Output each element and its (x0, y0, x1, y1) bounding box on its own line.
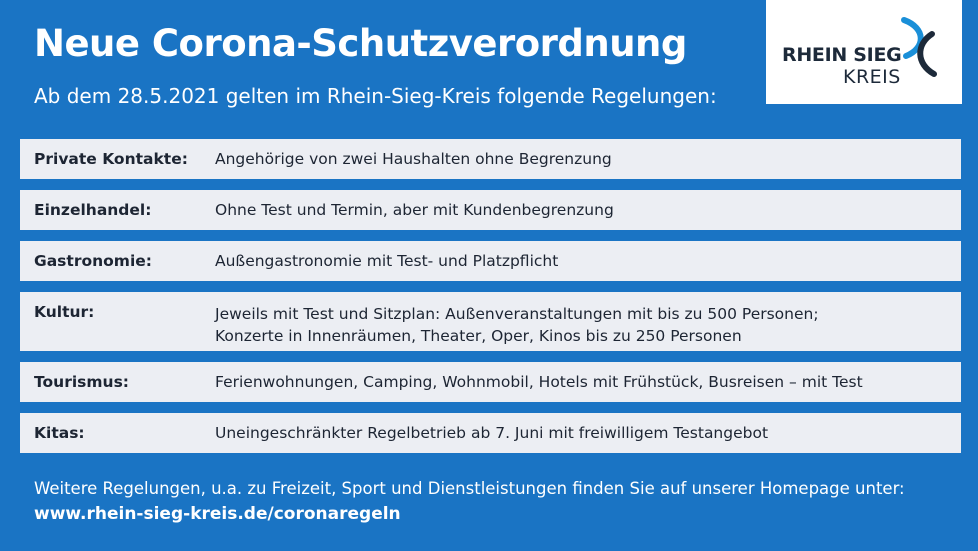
rule-value: Ohne Test und Termin, aber mit Kundenbegrenzung (215, 201, 614, 219)
page-title: Neue Corona-Schutzverordnung (34, 22, 687, 65)
rule-value-line2: Konzerte in Innenräumen, Theater, Oper, Kinos bis zu 250 Personen (215, 327, 742, 345)
footer (34, 479, 905, 524)
rule-value: Außengastronomie mit Test- und Platzpflicht (215, 252, 559, 270)
rules-list (20, 139, 961, 464)
page-subtitle: Ab dem 28.5.2021 gelten im Rhein-Sieg-Kreis folgende Regelungen: (34, 84, 717, 108)
rule-label: Einzelhandel: (34, 201, 152, 219)
rule-row-tourismus (20, 362, 961, 402)
rule-value (215, 303, 819, 347)
rule-label: Gastronomie: (34, 252, 152, 270)
footer-text: Weitere Regelungen, u.a. zu Freizeit, Sport und Dienstleistungen finden Sie auf unserer Homepage unter: (34, 479, 905, 498)
rule-value: Angehörige von zwei Haushalten ohne Begrenzung (215, 150, 612, 168)
rule-value: Uneingeschränkter Regelbetrieb ab 7. Juni mit freiwilligem Testangebot (215, 424, 769, 442)
rule-row-gastronomie (20, 241, 961, 281)
logo-mark-icon (896, 14, 946, 89)
rule-label: Private Kontakte: (34, 150, 188, 168)
logo-text-line1: RHEIN SIEG (782, 44, 902, 66)
rule-row-kultur (20, 292, 961, 351)
logo-text-line2: KREIS (843, 66, 901, 88)
rule-row-kitas (20, 413, 961, 453)
rule-label: Kultur: (34, 303, 95, 321)
rule-value: Ferienwohnungen, Camping, Wohnmobil, Hotels mit Frühstück, Busreisen – mit Test (215, 373, 863, 391)
rule-row-private-kontakte (20, 139, 961, 179)
rule-value-line1: Jeweils mit Test und Sitzplan: Außenveranstaltungen mit bis zu 500 Personen; (215, 305, 819, 323)
rhein-sieg-kreis-logo (766, 0, 962, 104)
rule-row-einzelhandel (20, 190, 961, 230)
rule-label: Tourismus: (34, 373, 129, 391)
footer-link[interactable]: www.rhein-sieg-kreis.de/coronaregeln (34, 504, 401, 524)
rule-label: Kitas: (34, 424, 85, 442)
